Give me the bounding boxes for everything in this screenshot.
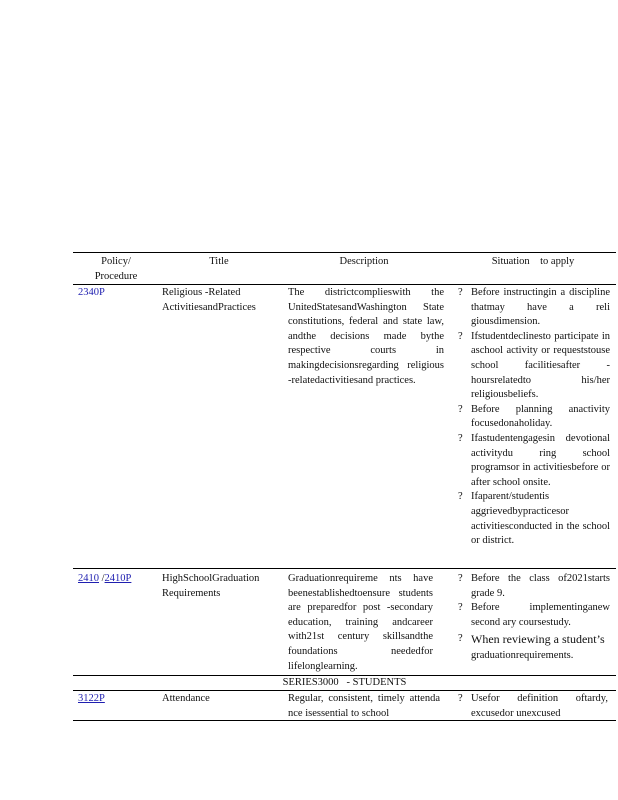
series-label: SERIES3000 - STUDENTS: [282, 677, 407, 688]
row1-policy: [78, 286, 156, 301]
row2-situation: [458, 572, 610, 664]
row1-bottom-rule: [73, 568, 616, 569]
row2-title: HighSchoolGraduation Requirements: [162, 573, 260, 599]
row3-situation-item: ? Usefor definition oftardy, excusedor unexcused: [458, 692, 608, 721]
row3-policy: [78, 692, 158, 707]
header-description: Description: [339, 256, 389, 267]
policy-link-3122p[interactable]: 3122P: [78, 693, 105, 704]
header-title: Title: [209, 256, 229, 267]
row3-title: Attendance: [162, 693, 210, 704]
row1-description: The districtcomplieswith the UnitedStatesandWashington State constitutions, federal and state law, andthe decisions made bythe respective courts in makingdecisionsregarding religious -relatedactivitiesand practices.: [288, 287, 444, 386]
row3-description: Regular, consistent, timely attenda nce isessential to school: [288, 693, 440, 719]
row1-situation-item: ? Ifaparent/studentis aggrievedbypracticesor activitiesconducted in the school or district.: [458, 490, 610, 548]
row2-situation-item: ? Before the class of2021starts grade 9.: [458, 572, 610, 601]
row1-title: Religious -Related ActivitiesandPractices: [162, 287, 256, 313]
row2-situation-item: ? Before implementinganew second ary coursestudy.: [458, 601, 610, 630]
row1-situation-item: ? Ifstudentdeclinesto participate in aschool activity or requeststouse school facilitiesafter -hoursrelatedto his/her religiousbeliefs.: [458, 330, 610, 403]
header-policy: [76, 255, 156, 284]
row2-situation-item: [458, 632, 610, 663]
row1-situation: [458, 286, 610, 549]
header-policy-line1: Policy/: [101, 256, 131, 267]
header-policy-line2: Procedure: [94, 270, 138, 282]
policy-link-2410[interactable]: 2410: [78, 573, 99, 584]
row3-situation: [458, 692, 608, 721]
header-situation: Situation to apply: [491, 256, 575, 267]
row1-situation-item: ? Before planning anactivity focusedonaholiday.: [458, 403, 610, 432]
policy-separator: /: [99, 573, 105, 584]
policy-link-2340p[interactable]: 2340P: [78, 287, 105, 298]
policy-link-2410p[interactable]: 2410P: [104, 573, 132, 584]
row2-situation-rest: graduationrequirements.: [471, 649, 574, 661]
row2-description: Graduationrequireme nts have beenestablishedtoensure students are preparedfor post -secondary education, training andcareer with21st century skillsandthe foundations neededfor lifelonglearning.: [288, 573, 433, 672]
row1-situation-item: ? Ifastudentengagesin devotional activitydu ring school programsor in activitiesbefore or after school onsite.: [458, 432, 610, 490]
table-top-rule: [73, 252, 616, 253]
row2-policy: [78, 572, 158, 587]
row1-situation-item: ? Before instructingin a discipline thatmay have a reli giousdimension.: [458, 286, 610, 330]
row2-situation-lead: When reviewing a student’s: [471, 632, 605, 647]
